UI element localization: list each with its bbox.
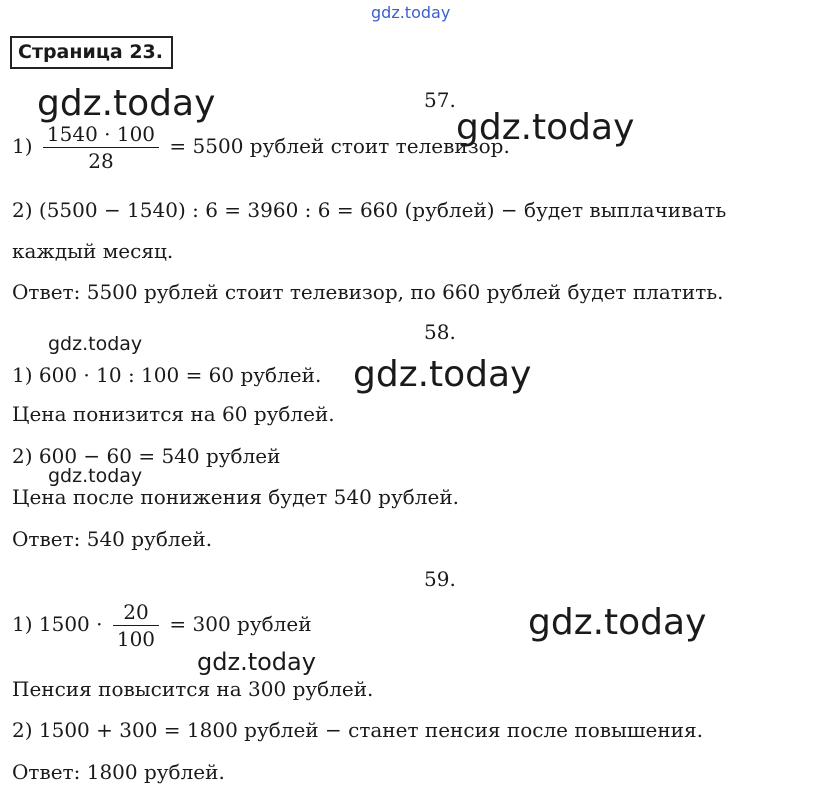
problem-57-number: 57. bbox=[424, 88, 456, 112]
problem-57-answer: Ответ: 5500 рублей стоит телевизор, по 660 рублей будет платить. bbox=[12, 280, 724, 304]
problem-57-line-1 bbox=[12, 122, 510, 173]
problem-59-line-1 bbox=[12, 600, 312, 651]
problem-59-line-3: 2) 1500 + 300 = 1800 рублей − станет пенсия после повышения. bbox=[12, 718, 703, 742]
line-prefix: 1) 1500 · bbox=[12, 612, 103, 636]
problem-59-answer: Ответ: 1800 рублей. bbox=[12, 760, 225, 784]
line-rest: = 300 рублей bbox=[169, 612, 312, 636]
problem-58-line-2: Цена понизится на 60 рублей. bbox=[12, 402, 335, 426]
problem-57-line-3: каждый месяц. bbox=[12, 239, 174, 263]
problem-59-number: 59. bbox=[424, 567, 456, 591]
problem-58-line-4: Цена после понижения будет 540 рублей. bbox=[12, 485, 460, 509]
fraction-numerator: 1540 · 100 bbox=[43, 122, 159, 148]
fraction-denominator: 28 bbox=[88, 149, 114, 173]
problem-58-number: 58. bbox=[424, 320, 456, 344]
watermark-top: gdz.today bbox=[371, 3, 451, 22]
watermark: gdz.today bbox=[353, 354, 532, 395]
problem-57-line-2: 2) (5500 − 1540) : 6 = 3960 : 6 = 660 (рублей) − будет выплачивать bbox=[12, 198, 727, 222]
problem-59-line-2: Пенсия повысится на 300 рублей. bbox=[12, 677, 374, 701]
problem-58-line-3: 2) 600 − 60 = 540 рублей bbox=[12, 444, 281, 468]
watermark: gdz.today bbox=[48, 333, 143, 355]
line-rest: = 5500 рублей стоит телевизор. bbox=[169, 134, 510, 158]
fraction bbox=[43, 122, 159, 173]
watermark: gdz.today bbox=[37, 83, 216, 124]
fraction-denominator: 100 bbox=[116, 627, 156, 651]
problem-58-line-1: 1) 600 · 10 : 100 = 60 рублей. bbox=[12, 363, 322, 387]
watermark: gdz.today bbox=[48, 465, 143, 487]
fraction-numerator: 20 bbox=[113, 600, 159, 626]
problem-58-answer: Ответ: 540 рублей. bbox=[12, 527, 213, 551]
watermark: gdz.today bbox=[456, 107, 635, 148]
fraction bbox=[113, 600, 159, 651]
watermark: gdz.today bbox=[197, 648, 316, 676]
line-prefix: 1) bbox=[12, 134, 33, 158]
watermark: gdz.today bbox=[528, 602, 707, 643]
page-header: Страница 23. bbox=[10, 36, 173, 69]
